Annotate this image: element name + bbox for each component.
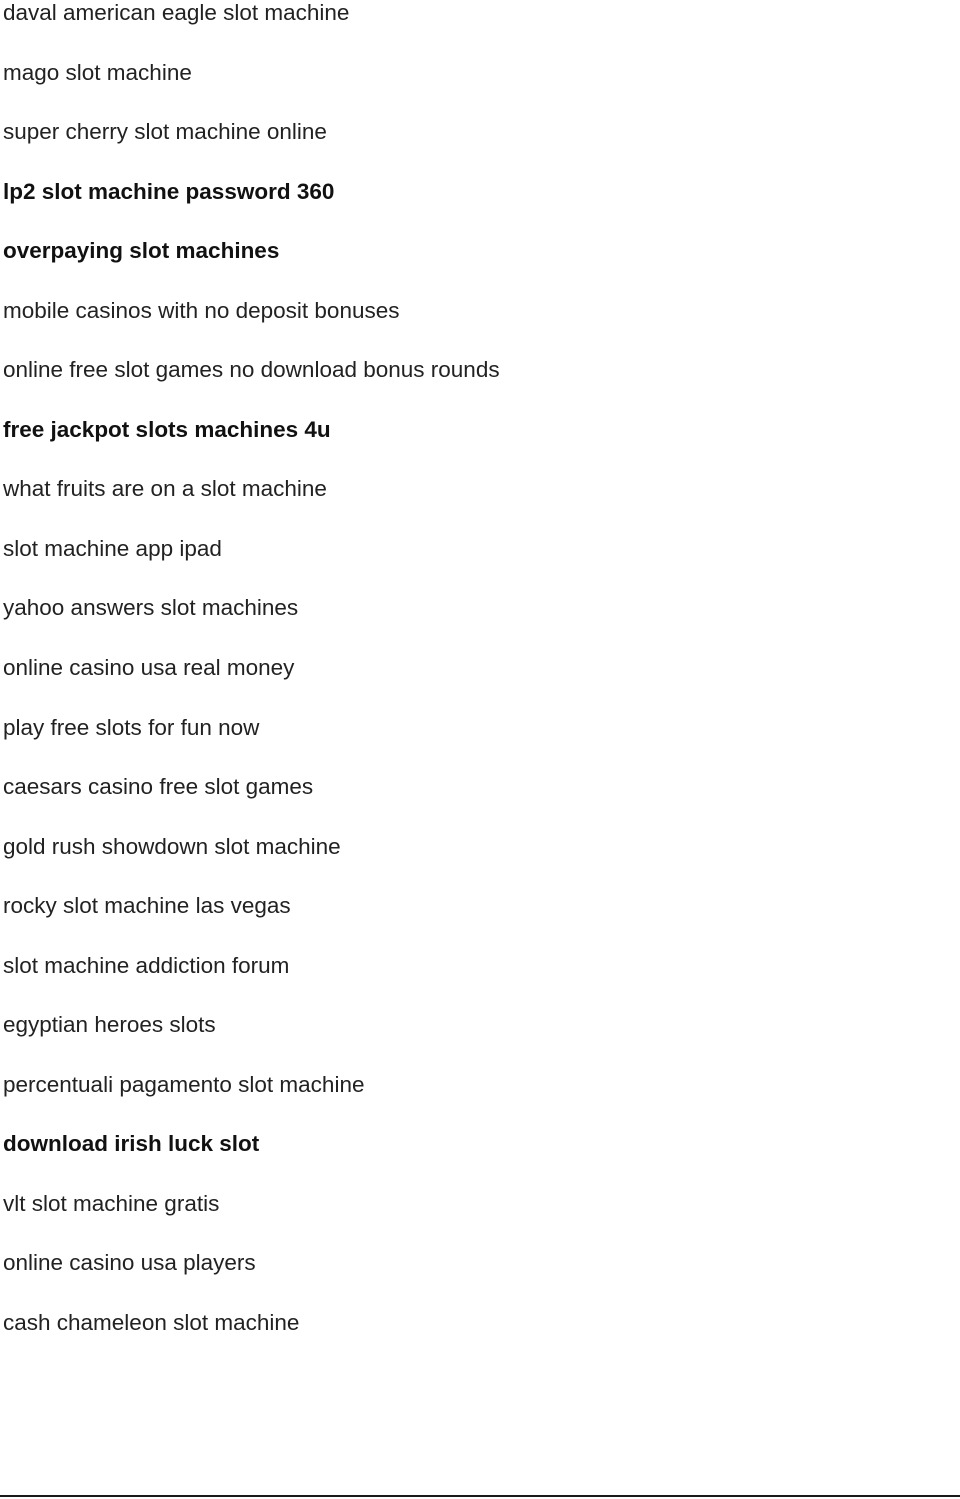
- link-text[interactable]: daval american eagle slot machine: [3, 0, 350, 25]
- link-text[interactable]: free jackpot slots machines 4u: [3, 416, 331, 442]
- link-text[interactable]: lp2 slot machine password 360: [3, 178, 335, 204]
- list-item[interactable]: [3, 417, 500, 477]
- link-text[interactable]: what fruits are on a slot machine: [3, 476, 327, 502]
- link-text[interactable]: caesars casino free slot games: [3, 774, 314, 800]
- link-list: [3, 0, 500, 1370]
- link-text[interactable]: play free slots for fun now: [3, 714, 260, 740]
- link-text[interactable]: yahoo answers slot machines: [3, 595, 299, 621]
- link-text[interactable]: super cherry slot machine online: [3, 119, 327, 145]
- list-item[interactable]: [3, 1310, 500, 1370]
- list-item[interactable]: [3, 357, 500, 417]
- link-text[interactable]: rocky slot machine las vegas: [3, 893, 291, 919]
- link-text[interactable]: online free slot games no download bonus rounds: [3, 357, 500, 383]
- list-item[interactable]: [3, 1072, 500, 1132]
- link-text[interactable]: online casino usa real money: [3, 655, 295, 681]
- list-item[interactable]: [3, 476, 500, 536]
- list-item[interactable]: [3, 536, 500, 596]
- link-text[interactable]: mobile casinos with no deposit bonuses: [3, 297, 400, 323]
- footer-divider: [0, 1495, 960, 1497]
- list-item[interactable]: [3, 953, 500, 1013]
- list-item[interactable]: [3, 595, 500, 655]
- link-text[interactable]: overpaying slot machines: [3, 238, 280, 264]
- link-text[interactable]: percentuali pagamento slot machine: [3, 1071, 365, 1097]
- list-item[interactable]: [3, 0, 500, 60]
- link-text[interactable]: download irish luck slot: [3, 1131, 260, 1157]
- link-text[interactable]: cash chameleon slot machine: [3, 1310, 300, 1336]
- list-item[interactable]: [3, 119, 500, 179]
- list-item[interactable]: [3, 60, 500, 120]
- link-text[interactable]: slot machine addiction forum: [3, 952, 290, 978]
- list-item[interactable]: [3, 238, 500, 298]
- list-item[interactable]: [3, 1250, 500, 1310]
- link-text[interactable]: mago slot machine: [3, 59, 192, 85]
- link-text[interactable]: online casino usa players: [3, 1250, 256, 1276]
- link-text[interactable]: gold rush showdown slot machine: [3, 833, 341, 859]
- list-item[interactable]: [3, 1131, 500, 1191]
- list-item[interactable]: [3, 655, 500, 715]
- link-text[interactable]: slot machine app ipad: [3, 535, 222, 561]
- list-item[interactable]: [3, 893, 500, 953]
- list-item[interactable]: [3, 1191, 500, 1251]
- list-item[interactable]: [3, 715, 500, 775]
- list-item[interactable]: [3, 834, 500, 894]
- list-item[interactable]: [3, 179, 500, 239]
- list-item[interactable]: [3, 774, 500, 834]
- link-text[interactable]: vlt slot machine gratis: [3, 1190, 220, 1216]
- list-item[interactable]: [3, 298, 500, 358]
- list-item[interactable]: [3, 1012, 500, 1072]
- link-text[interactable]: egyptian heroes slots: [3, 1012, 216, 1038]
